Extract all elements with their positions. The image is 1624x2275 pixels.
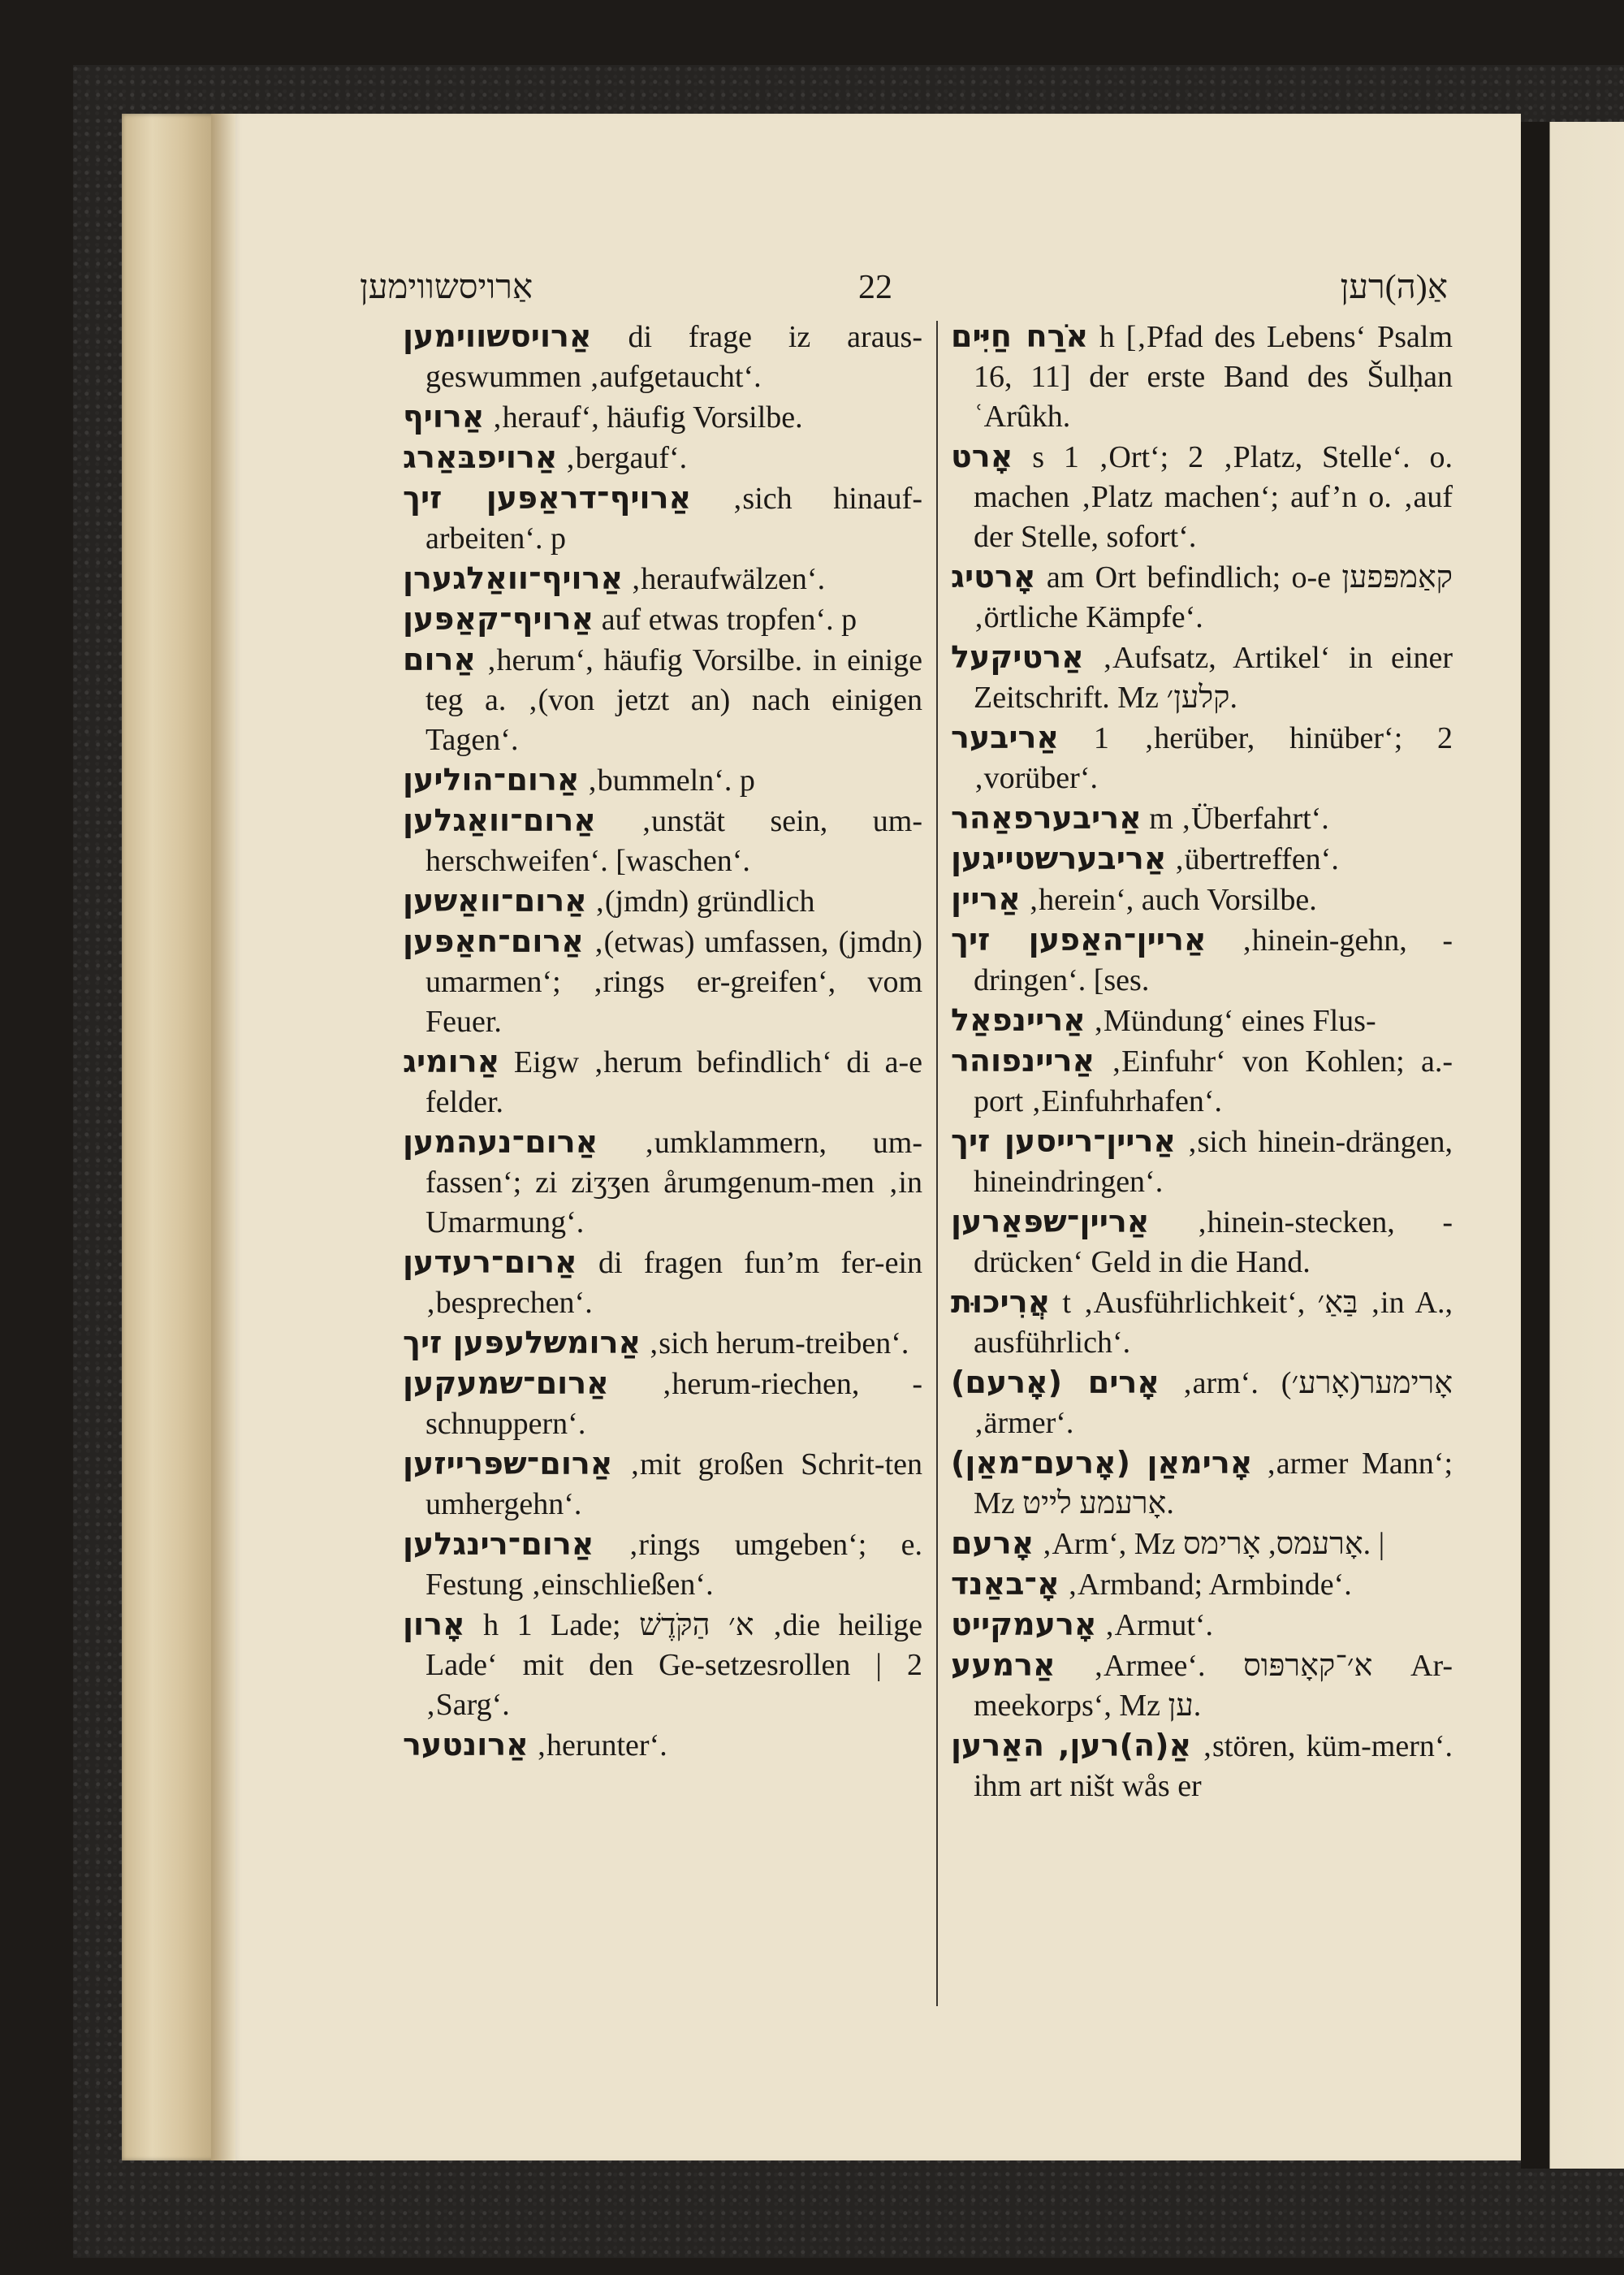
entry: אַרום־שמעקען ‚herum-riechen, -schnuppern‘. [403, 1365, 922, 1441]
right-column [951, 317, 1453, 1806]
entry: אַרויף־וואַלגערן ‚heraufwälzen‘. [403, 560, 826, 596]
entry: אֹרַח חַיִּים h [‚Pfad des Lebens‘ Psalm 16, 11] der erste Band des Šulḥan ʿArûkh. [951, 318, 1453, 434]
entry: אַרום־וואַגלען ‚unstät sein, um-herschweifen‘. [waschen‘. [403, 802, 922, 878]
running-head-right: אַ(ה)רען [1340, 269, 1448, 306]
entry: אַרויסשווימען di frage iz araus-geswummen ‚aufgetaucht‘. [403, 318, 922, 394]
entry: אַרטיקעל ‚Aufsatz, Artikel‘ in einer Zeitschrift. Mz קלען׳. [951, 639, 1453, 715]
entry: אֲרִיכוּת t ‚Ausführlichkeit‘, בַּאַ׳ ‚in A., ausführlich‘. [951, 1284, 1453, 1360]
entry: אַ(ה)רען, האַרען ‚stören, küm-mern‘. ihm art ništ wås er [951, 1728, 1453, 1803]
entry: אַרום־וואַשען ‚(jmdn) gründlich [403, 883, 815, 919]
entry: אַרויף ‚herauf‘, häufig Vorsilbe. [403, 399, 803, 435]
entry: אַריין ‚herein‘, auch Vorsilbe. [951, 881, 1317, 917]
running-head-left: אַרויסשווימען [360, 269, 533, 306]
entry: אָרעם ‚Arm‘, Mz אָרעמס, אָרימס. | [951, 1525, 1385, 1561]
entry: אַריבערפאַהר m ‚Überfahrt‘. [951, 800, 1329, 836]
entry: אַרום־רעדען di fragen fun’m fer-ein ‚besprechen‘. [403, 1244, 922, 1320]
entry: אַרויפבּאַרג ‚bergauf‘. [403, 439, 688, 475]
entry: אָרט s 1 ‚Ort‘; 2 ‚Platz, Stelle‘. o. machen ‚Platz machen‘; auf’n o. ‚auf der Stelle, sofort‘. [951, 439, 1453, 554]
entry: אַרויף־קאַפּען auf etwas tropfen‘. p [403, 601, 857, 637]
left-column [403, 317, 922, 1766]
entry: אַרום ‚herum‘, häufig Vorsilbe. in einige teg a. ‚(von jetzt an) nach einigen Tagen‘. [403, 642, 923, 757]
entry: אַריין־שפּאַרען ‚hinein-stecken, -drücken‘ Geld in die Hand. [951, 1204, 1453, 1279]
entry: אַרום־הוליען ‚bummeln‘. p [403, 762, 755, 798]
entry: אַרום־שפּרייזען ‚mit großen Schrit-ten umhergehn‘. [403, 1446, 922, 1521]
entry: אָ־באַנד ‚Armband; Armbinde‘. [951, 1566, 1352, 1602]
entry: אַריינפוהר ‚Einfuhr‘ von Kohlen; a.-port ‚Einfuhrhafen‘. [951, 1043, 1453, 1118]
entry: אַריין־רייסען זיך ‚sich hinein-drängen, hineindringen‘. [951, 1123, 1453, 1199]
entry: אַרומשלעפּען זיך ‚sich herum-treiben‘. [403, 1325, 909, 1360]
entry: אָרעמקייט ‚Armut‘. [951, 1607, 1214, 1642]
entry: אַרום־נעהמען ‚umklammern, um-fassen‘; zi ziʒʒen årumgenum-men ‚in Umarmung‘. [403, 1124, 923, 1239]
entry: אַרום־רינגלען ‚rings umgeben‘; e. Festung ‚einschließen‘. [403, 1526, 923, 1602]
entry: אַריבער 1 ‚herüber, hinüber‘; 2 ‚vorüber‘. [951, 720, 1453, 795]
page-edges [122, 114, 223, 2160]
page-number: 22 [858, 269, 892, 306]
entry: אַרום־חאַפּען ‚(etwas) umfassen, (jmdn) umarmen‘; ‚rings er-greifen‘, vom Feuer. [403, 923, 922, 1039]
entry: אַרויף־דראַפּען זיך ‚sich hinauf-arbeiten‘. p [403, 480, 922, 556]
entry: אַרונטער ‚herunter‘. [403, 1727, 667, 1762]
gutter-shadow [211, 114, 235, 2160]
facing-page-edge [1521, 122, 1624, 2169]
dictionary-page [230, 114, 1521, 2160]
entry: אַריינפאַל ‚Mündung‘ eines Flus- [951, 1002, 1376, 1038]
entry: אָרים (אָרעם) ‚arm‘. (אָרע׳)אָרימער ‚ärmer‘. [951, 1365, 1453, 1440]
entry: אָרימאַן (אָרעם־מאַן) ‚armer Mann‘; Mz אָרעמע לייט. [951, 1445, 1453, 1520]
entry: אָרון h 1 Lade; א׳ הַקֹּדֶשׁ ‚die heilige Lade‘ mit den Ge-setzesrollen | 2 ‚Sarg‘. [403, 1607, 922, 1722]
entry: אָרטיג am Ort befindlich; o-e קאַמפּפען ‚örtliche Kämpfe‘. [951, 559, 1453, 634]
entry: אַריבערשטייגען ‚übertreffen‘. [951, 841, 1339, 876]
entry: אַרמעע ‚Armee‘. א׳־קאָרפּוס Ar-meekorps‘, Mz ען. [951, 1647, 1453, 1723]
column-divider [936, 321, 938, 2006]
entry: אַרומיג Eigw ‚herum befindlich‘ di a-e felder. [403, 1044, 922, 1119]
entry: אַריין־האַפען זיך ‚hinein-gehn, -dringen‘. [ses. [951, 922, 1453, 997]
